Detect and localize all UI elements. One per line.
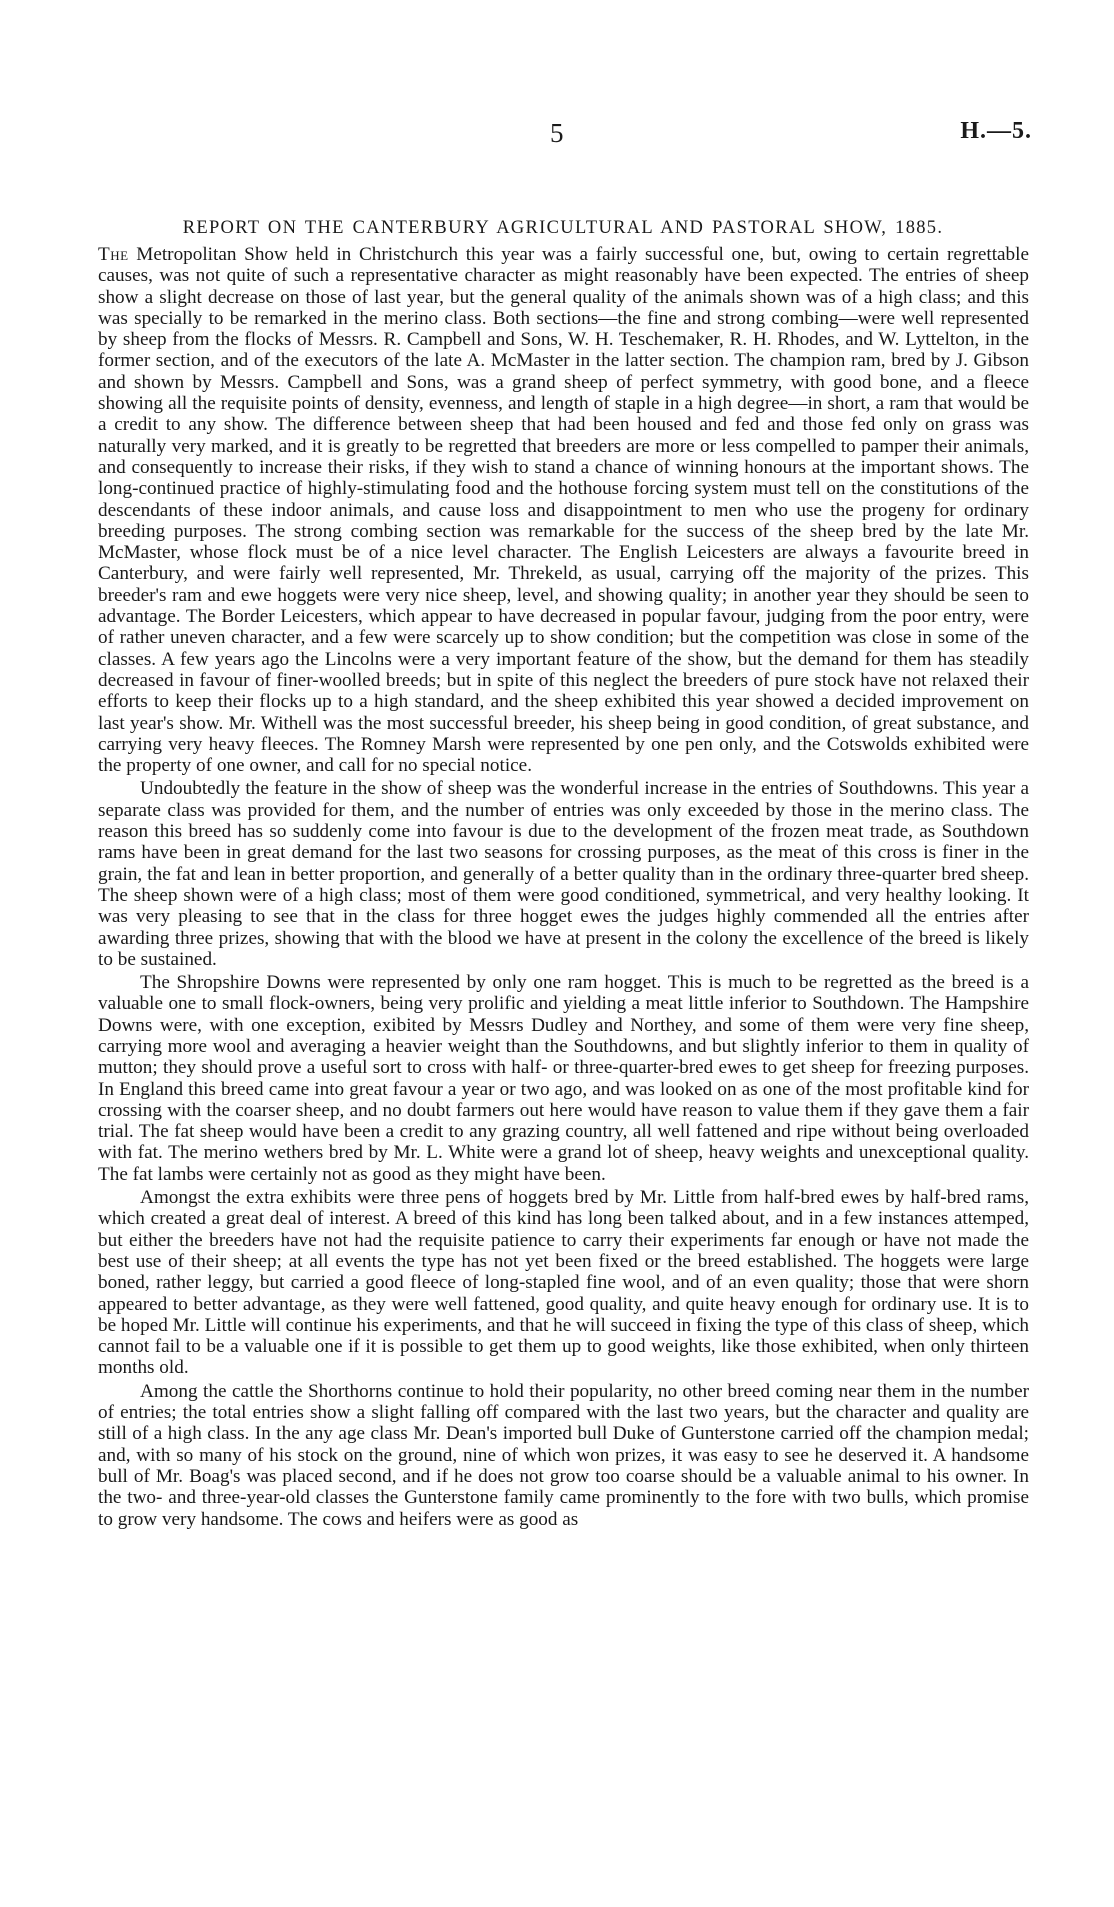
paragraph-2: [98, 778, 1029, 970]
paragraph-3: [98, 972, 1029, 1185]
page-number: 5: [550, 118, 564, 148]
paragraph-1: [98, 244, 1029, 776]
report-body: [98, 244, 1029, 1530]
paragraph-text: Amongst the extra exhibits were three pens of hoggets bred by Mr. Little from half-bred ewes by half-bred rams, which created a great deal of interest. A breed of this kind has long been talked about, and in a few instances attemped, but either the breeders have not had the requisite patience to carry their experiments far enough or have not made the best use of their sheep; at all events the type has not yet been fixed or the breed established. The hoggets were large boned, rather leggy, but carried a good fleece of long-stapled fine wool, and of an even quality; those that were shorn appeared to better advantage, as they were well fattened, good quality, and quite heavy enough for ordinary use. It is to be hoped Mr. Little will continue his experiments, and that he will succeed in fixing the type of this class of sheep, which cannot fail to be a valuable one if it is possible to get them up to good weights, like those exhibited, when only thirteen months old.: [98, 1187, 1029, 1379]
paragraph-text: Undoubtedly the feature in the show of sheep was the wonderful increase in the entries of Southdowns. This year a separate class was provided for them, and the number of entries was only exceeded by those in the merino class. The reason this breed has so suddenly come into favour is due to the development of the frozen meat trade, as Southdown rams have been in great demand for the last two seasons for crossing purposes, as the meat of this cross is finer in the grain, the fat and lean in better proportion, and generally of a better quality than in the ordinary three-quarter bred sheep. The sheep shown were of a high class; most of them were good conditioned, symmetrical, and very healthy looking. It was very pleasing to see that in the class for three hogget ewes the judges highly commended all the entries after awarding three prizes, showing that with the blood we have at present in the colony the excellence of the breed is likely to be sustained.: [98, 778, 1029, 970]
paragraph-text: Metropolitan Show held in Christchurch this year was a fairly successful one, but, owing to certain regrettable causes, was not quite of such a representative character as might reasonably have been expected. The entries of sheep show a slight decrease on those of last year, but the general quality of the animals shown was of a high class; and this was specially to be remarked in the merino class. Both sections—the fine and strong combing—were well represented by sheep from the flocks of Messrs. R. Campbell and Sons, W. H. Teschemaker, R. H. Rhodes, and W. Lyttelton, in the former section, and of the executors of the late A. McMaster in the latter section. The champion ram, bred by J. Gibson and shown by Messrs. Campbell and Sons, was a grand sheep of perfect symmetry, with good bone, and a fleece showing all the requisite points of density, evenness, and length of staple in a high degree—in short, a ram that would be a credit to any show. The difference between sheep that had been housed and fed and those fed only on grass was naturally very marked, and it is greatly to be regretted that breeders are more or less compelled to pamper their animals, and consequently to increase their risks, if they wish to stand a chance of winning honours at the important shows. The long-continued practice of highly-stimulating food and the hothouse forcing system must tell on the constitutions of the descendants of these indoor animals, and cause loss and disappointment to men who use the progeny for ordinary breeding purposes. The strong combing section was remarkable for the success of the sheep bred by the late Mr. McMaster, whose flock must be of a nice level character. The English Leicesters are always a favourite breed in Canterbury, and were fairly well represented, Mr. Threkeld, as usual, carrying off the majority of the prizes. This breeder's ram and ewe hoggets were very nice sheep, level, and showing quality; in another year they should be seen to advantage. The Border Leicesters, which appear to have decreased in popular favour, judging from the poor entry, were of rather uneven character, and a few were scarcely up to show condition; but the competition was close in some of the classes. A few years ago the Lincolns were a very important feature of the show, but the demand for them has steadily decreased in favour of finer-woolled breeds; but in spite of this neglect the breeders of pure stock have not relaxed their efforts to keep their flocks up to a high standard, and the sheep exhibited this year showed a decided improvement on last year's show. Mr. Withell was the most successful breeder, his sheep being in good condition, of great substance, and carrying very heavy fleeces. The Romney Marsh were represented by one pen only, and the Cotswolds exhibited were the property of one owner, and call for no special notice.: [98, 244, 1029, 777]
document-code: H.—5.: [960, 118, 1032, 144]
paragraph-4: [98, 1187, 1029, 1379]
paragraph-text: The Shropshire Downs were represented by only one ram hogget. This is much to be regretted as the breed is a valuable one to small flock-owners, being very prolific and yielding a meat little inferior to Southdown. The Hampshire Downs were, with one exception, exibited by Messrs Dudley and Northey, and some of them were very fine sheep, carrying more wool and averaging a heavier weight than the Southdowns, and but slightly inferior to them in quality of mutton; they should prove a useful sort to cross with half- or three-quarter-bred ewes to get sheep for freezing purposes. In England this breed came into great favour a year or two ago, and was looked on as one of the most profitable kind for crossing with the coarser sheep, and no doubt farmers out here would have reason to value them if they gave them a fair trial. The fat sheep would have been a credit to any grazing country, all well fattened and ripe without being overloaded with fat. The merino wethers bred by Mr. L. White were a grand lot of sheep, heavy weights and unexceptional quality. The fat lambs were certainly not as good as they might have been.: [98, 972, 1029, 1185]
lead-word: The: [98, 244, 129, 265]
paragraph-5: [98, 1381, 1029, 1530]
report-title: REPORT ON THE CANTERBURY AGRICULTURAL AND PASTORAL SHOW, 1885.: [182, 218, 944, 238]
paragraph-text: Among the cattle the Shorthorns continue to hold their popularity, no other breed coming near them in the number of entries; the total entries show a slight falling off compared with the last two years, but the character and quality are still of a high class. In the any age class Mr. Dean's imported bull Duke of Gunterstone carried off the champion medal; and, with so many of his stock on the ground, nine of which won prizes, it was easy to see he deserved it. A handsome bull of Mr. Boag's was placed second, and if he does not grow too coarse should be a valuable animal to his owner. In the two- and three-year-old classes the Gunterstone family came prominently to the fore with two bulls, which promise to grow very handsome. The cows and heifers were as good as: [98, 1380, 1029, 1530]
